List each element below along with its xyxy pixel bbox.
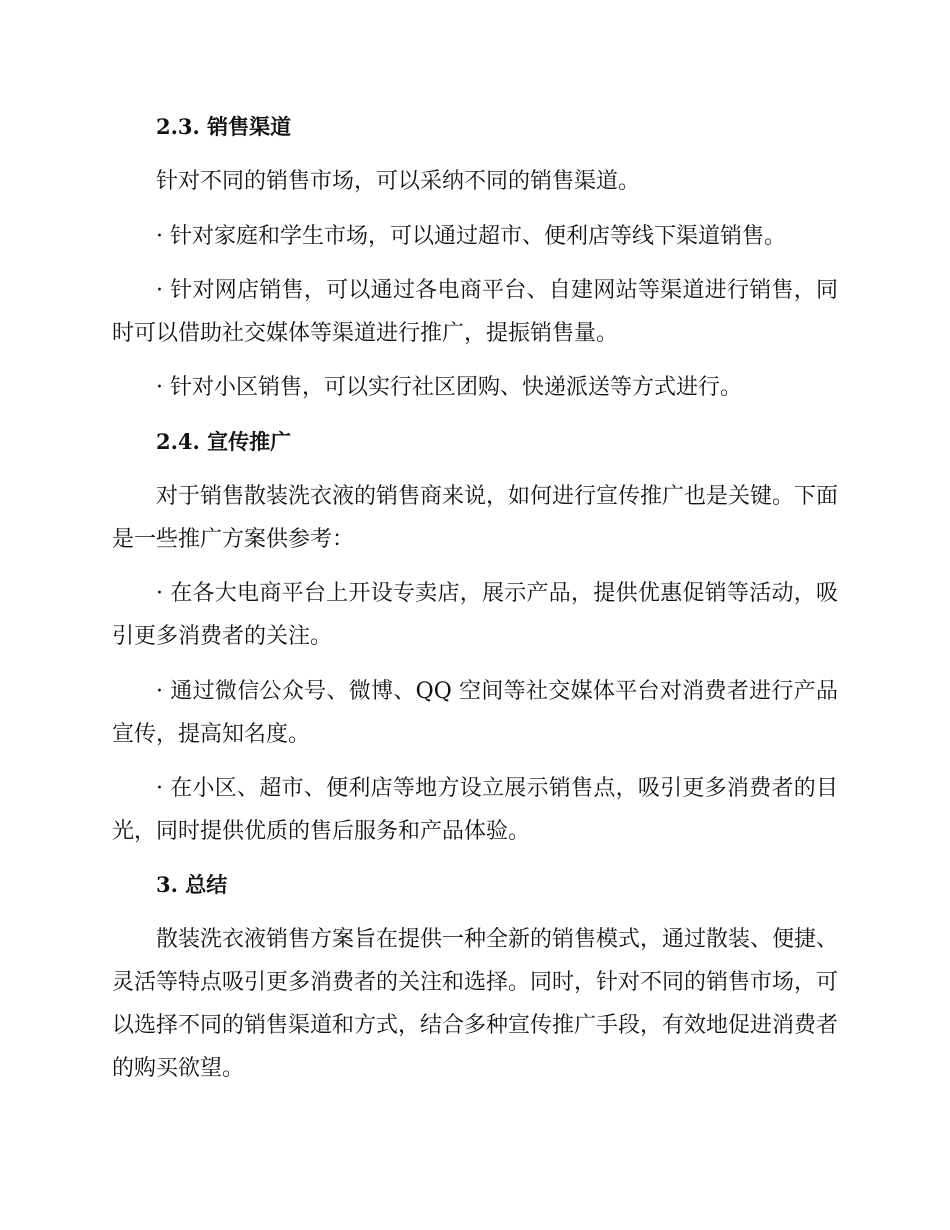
bullet-channels-online-store: · 针对网店销售，可以通过各电商平台、自建网站等渠道进行销售，同时可以借助社交媒体等渠道进行推广，提振销售量。	[112, 278, 838, 346]
paragraph-promotion-intro: 对于销售散装洗衣液的销售商来说，如何进行宣传推广也是关键。下面是一些推广方案供参考：	[112, 484, 839, 552]
bullet-promotion-offline-points: · 在小区、超市、便利店等地方设立展示销售点，吸引更多消费者的目光，同时提供优质的售后服务和产品体验。	[112, 776, 838, 844]
bullet-channels-community: · 针对小区销售，可以实行社区团购、快递派送等方式进行。	[156, 375, 742, 400]
section-heading-summary: 3. 总结	[156, 872, 228, 897]
bullet-promotion-social-media: · 通过微信公众号、微博、QQ 空间等社交媒体平台对消费者进行产品宣传，提高知名度。	[112, 679, 838, 747]
paragraph-summary: 散装洗衣液销售方案旨在提供一种全新的销售模式，通过散装、便捷、灵活等特点吸引更多消费者的关注和选择。同时，针对不同的销售市场，可以选择不同的销售渠道和方式，结合多种宣传推广手段，有效地促进消费者的购买欲望。	[112, 927, 839, 1081]
section-heading-sales-channels: 2.3. 销售渠道	[156, 114, 292, 139]
section-heading-promotion: 2.4. 宣传推广	[156, 429, 292, 454]
paragraph-channels-intro: 针对不同的销售市场，可以采纳不同的销售渠道。	[156, 169, 641, 194]
bullet-channels-family-students: · 针对家庭和学生市场，可以通过超市、便利店等线下渠道销售。	[156, 224, 786, 249]
bullet-promotion-ecommerce: · 在各大电商平台上开设专卖店，展示产品，提供优惠促销等活动，吸引更多消费者的关注。	[112, 581, 838, 649]
